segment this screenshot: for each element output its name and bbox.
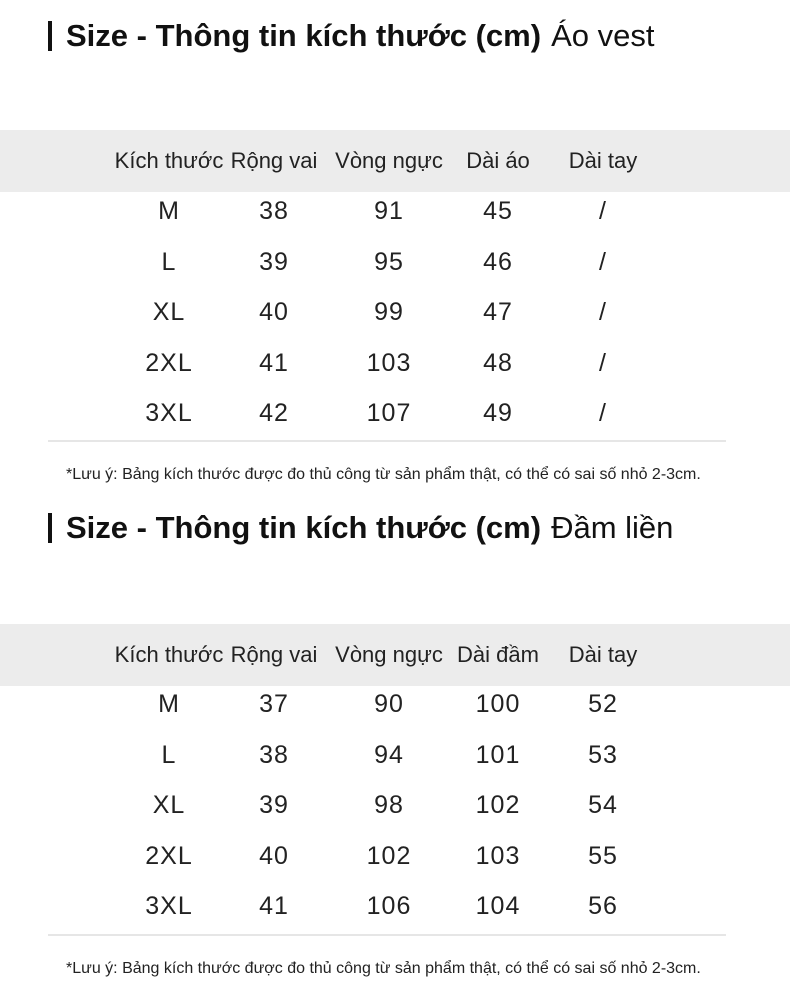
header-shoulder: Rộng vai [230,148,318,173]
cell-sleeve: 56 [588,891,618,920]
header-sleeve: Dài tay [568,148,638,173]
cell-length: 104 [475,891,521,920]
cell-length: 45 [483,196,513,225]
table-header-row [0,624,790,686]
cell-size: L [161,247,177,276]
section-title-product: Đầm liền [551,510,674,545]
header-chest: Vòng ngực [335,148,443,173]
table-row [0,881,790,931]
table-header-row [0,130,790,192]
cell-length: 103 [475,841,521,870]
cell-length: 46 [483,247,513,276]
table-row [0,831,790,881]
cell-sleeve: / [599,297,607,326]
title-accent-bar [48,21,52,51]
header-chest: Vòng ngực [335,642,443,667]
cell-size: M [158,196,180,225]
cell-size: 2XL [145,841,193,870]
cell-sleeve: / [599,196,607,225]
cell-shoulder: 38 [259,740,289,769]
cell-length: 48 [483,348,513,377]
cell-size: L [161,740,177,769]
table-row [0,679,790,729]
cell-length: 47 [483,297,513,326]
table-row [0,338,790,388]
section-title [48,508,673,548]
table-row [0,388,790,438]
cell-shoulder: 41 [259,348,289,377]
cell-shoulder: 38 [259,196,289,225]
cell-chest: 90 [374,689,404,718]
cell-shoulder: 40 [259,841,289,870]
cell-sleeve: / [599,247,607,276]
section-title-product: Áo vest [551,18,655,53]
cell-length: 102 [475,790,521,819]
cell-sleeve: 55 [588,841,618,870]
table-divider [48,440,726,442]
cell-size: XL [152,297,186,326]
cell-shoulder: 39 [259,247,289,276]
cell-size: 2XL [145,348,193,377]
measurement-note: *Lưu ý: Bảng kích thước được đo thủ công từ sản phẩm thật, có thể có sai số nhỏ 2-3cm. [66,466,701,483]
cell-chest: 106 [366,891,412,920]
cell-chest: 94 [374,740,404,769]
cell-length: 100 [475,689,521,718]
cell-size: 3XL [145,891,193,920]
measurement-note: *Lưu ý: Bảng kích thước được đo thủ công từ sản phẩm thật, có thể có sai số nhỏ 2-3cm. [66,960,701,977]
cell-length: 101 [475,740,521,769]
cell-chest: 107 [366,398,412,427]
header-length: Dài đầm [457,642,539,667]
cell-chest: 98 [374,790,404,819]
header-size: Kích thước [114,642,224,667]
cell-sleeve: 53 [588,740,618,769]
header-shoulder: Rộng vai [230,642,318,667]
table-row [0,237,790,287]
cell-size: 3XL [145,398,193,427]
section-title-main: Size - Thông tin kích thước (cm) [66,18,542,53]
section-title-main: Size - Thông tin kích thước (cm) [66,510,542,545]
section-title [48,16,654,56]
table-divider [48,934,726,936]
cell-size: XL [152,790,186,819]
cell-chest: 95 [374,247,404,276]
cell-shoulder: 37 [259,689,289,718]
cell-shoulder: 41 [259,891,289,920]
header-length: Dài áo [466,148,530,173]
table-row [0,287,790,337]
header-size: Kích thước [114,148,224,173]
table-row [0,780,790,830]
header-sleeve: Dài tay [568,642,638,667]
cell-sleeve: / [599,398,607,427]
title-accent-bar [48,513,52,543]
table-row [0,186,790,236]
cell-sleeve: 52 [588,689,618,718]
cell-shoulder: 39 [259,790,289,819]
cell-sleeve: / [599,348,607,377]
table-row [0,730,790,780]
cell-chest: 103 [366,348,412,377]
cell-chest: 91 [374,196,404,225]
cell-shoulder: 42 [259,398,289,427]
cell-size: M [158,689,180,718]
cell-length: 49 [483,398,513,427]
cell-chest: 99 [374,297,404,326]
cell-shoulder: 40 [259,297,289,326]
cell-chest: 102 [366,841,412,870]
cell-sleeve: 54 [588,790,618,819]
